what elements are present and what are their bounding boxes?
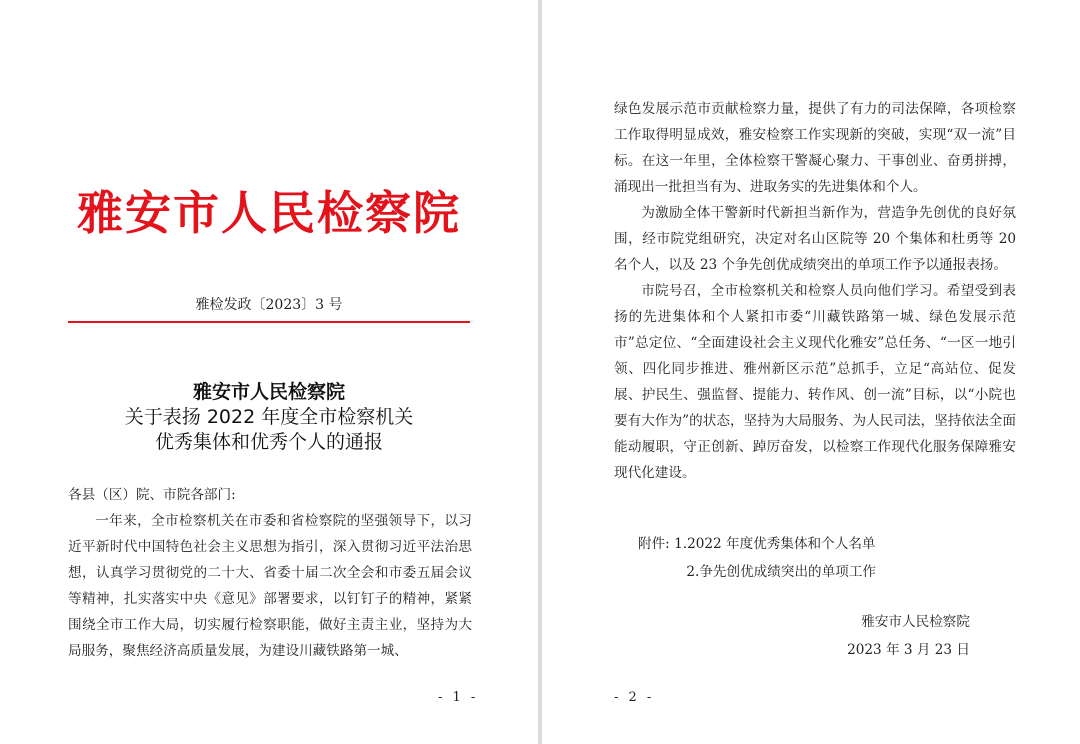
page-2-body: [614, 96, 1016, 486]
page-1-body: [68, 508, 472, 664]
signature-block: [847, 608, 970, 664]
attachment-row-1: [638, 530, 876, 558]
page-2: [542, 0, 1080, 744]
notice-title-line-1: 雅安市人民检察院: [192, 381, 345, 403]
page-number-2: - 2 -: [614, 690, 655, 705]
attachment-item: 1.2022 年度优秀集体和个人名单: [674, 536, 876, 552]
masthead-title: 雅安市人民检察院: [77, 186, 461, 240]
body-paragraph: 绿色发展示范市贡献检察力量，提供了有力的司法保障，各项检察工作取得明显成效，雅安检察工作实现新的突破，实现“双一流”目标。在这一年里，全体检察干警凝心聚力、干事创业、奋勇拼搏，涌现出一批担当有为、进取务实的先进集体和个人。: [614, 101, 1016, 195]
attachment-row-2: [638, 558, 876, 586]
page-1: [0, 0, 538, 744]
attachment-item: 2.争先创优成绩突出的单项工作: [686, 564, 877, 580]
notice-title-line-3: 优秀集体和优秀个人的通报: [154, 431, 383, 453]
salutation: [68, 482, 472, 508]
red-divider-line: [68, 321, 470, 323]
document-number: 雅检发政〔2023〕3 号: [195, 297, 343, 313]
body-paragraph: 市院号召，全市检察机关和检察人员向他们学习。希望受到表扬的先进集体和个人紧扣市委“川藏铁路第一城、绿色发展示范市”总定位、“全面建设社会主义现代化雅安”总任务、“一区一地引领、四化同步推进、雅州新区示范”总抓手，立足“高站位、促发展、护民生、强监督、提能力、转作风、创一流”目标，以“小院也要有大作为”的状态，坚持为大局服务、为人民司法，坚持依法全面能动履职，守正创新、踔厉奋发，以检察工作现代化服务保障雅安现代化建设。: [614, 283, 1016, 481]
signature-organization: 雅安市人民检察院: [861, 614, 970, 630]
salutation-text: 各县（区）院、市院各部门:: [68, 487, 236, 503]
attachment-label: 附件:: [638, 536, 670, 552]
notice-title-line-2: 关于表扬 2022 年度全市检察机关: [124, 406, 414, 428]
attachments: [638, 530, 876, 586]
body-paragraph: 一年来，全市检察机关在市委和省检察院的坚强领导下，以习近平新时代中国特色社会主义思想为指引，深入贯彻习近平法治思想，认真学习贯彻党的二十大、省委十届二次全会和市委五届会议等精神，扎实落实中央《意见》部署要求，以钉钉子的精神，紧紧围绕全市工作大局，切实履行检察职能，做好主责主业，坚持为大局服务，聚焦经济高质量发展，为建设川藏铁路第一城、: [68, 513, 472, 659]
notice-title: [0, 380, 538, 455]
page-number-1: - 1 -: [438, 690, 479, 705]
signature-date: 2023 年 3 月 23 日: [847, 642, 970, 658]
body-paragraph: 为激励全体干警新时代新担当新作为，营造争先创优的良好氛围，经市院党组研究，决定对名山区院等 20 个集体和杜勇等 20 名个人，以及 23 个争先创优成绩突出的单项工作予以通报表扬。: [614, 205, 1016, 273]
